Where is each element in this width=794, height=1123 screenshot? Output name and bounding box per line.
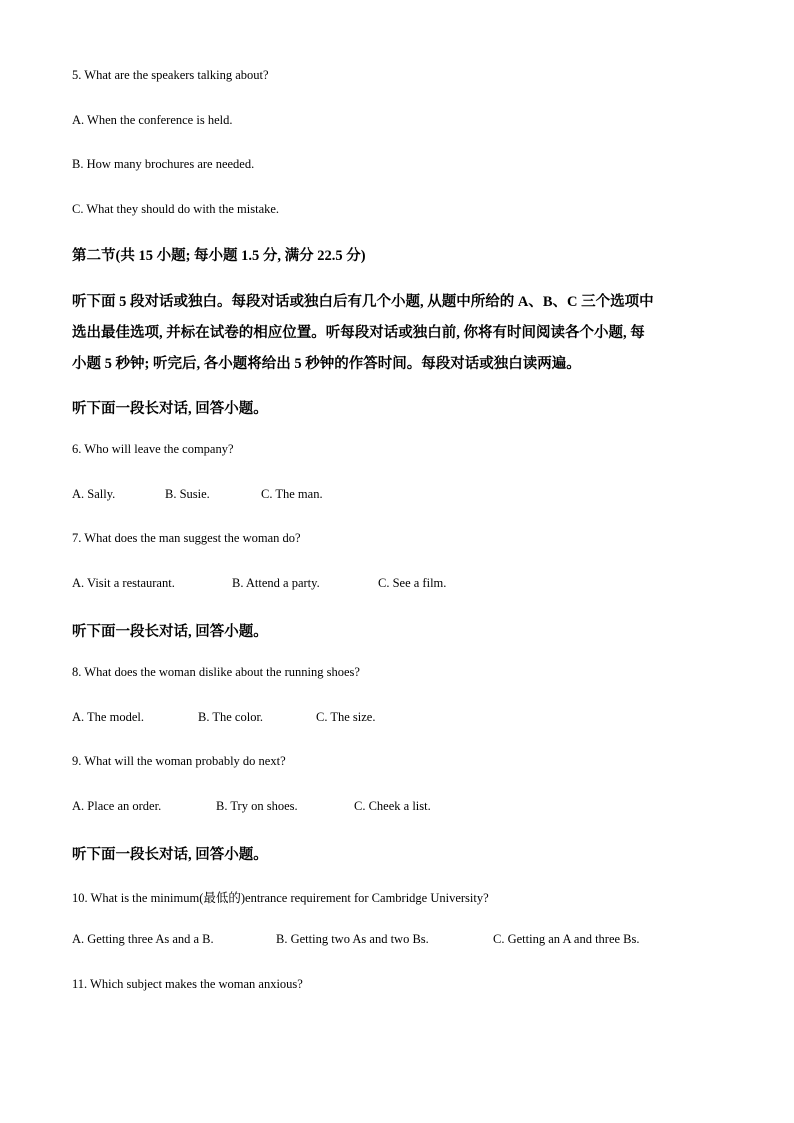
question-stem: 7. What does the man suggest the woman do?	[72, 531, 301, 545]
instruction-line: 选出最佳选项, 并标在试卷的相应位置。听每段对话或独白前, 你将有时间阅读各个小题, 每	[72, 325, 645, 341]
dialog-heading: 听下面一段长对话, 回答小题。	[72, 401, 268, 417]
option-c: C. The man.	[261, 487, 323, 501]
question-stem: 9. What will the woman probably do next?	[72, 754, 286, 768]
option-b: B. Susie.	[165, 487, 210, 501]
option-b: B. Getting two As and two Bs.	[276, 932, 429, 946]
option-b: B. Try on shoes.	[216, 799, 298, 813]
option-c: C. What they should do with the mistake.	[72, 202, 280, 216]
option-a: A. Visit a restaurant.	[72, 576, 175, 590]
dialog-heading: 听下面一段长对话, 回答小题。	[72, 624, 268, 640]
instruction-line: 小题 5 秒钟; 听完后, 各小题将给出 5 秒钟的作答时间。每段对话或独白读两遍。	[72, 356, 581, 372]
question-stem: 6. Who will leave the company?	[72, 442, 234, 456]
option-a: A. Place an order.	[72, 799, 162, 813]
question-stem: 10. What is the minimum(最低的)entrance requirement for Cambridge University?	[72, 891, 489, 905]
section-title: 第二节(共 15 小题; 每小题 1.5 分, 满分 22.5 分)	[72, 248, 366, 264]
instruction-line: 听下面 5 段对话或独白。每段对话或独白后有几个小题, 从题中所给的 A、B、C 三个选项中	[72, 294, 654, 310]
option-c: C. See a film.	[378, 576, 447, 590]
option-c: C. Getting an A and three Bs.	[493, 932, 640, 946]
option-a: A. When the conference is held.	[72, 113, 233, 127]
dialog-heading: 听下面一段长对话, 回答小题。	[72, 847, 268, 863]
option-b: B. The color.	[198, 710, 264, 724]
question-stem: 8. What does the woman dislike about the running shoes?	[72, 665, 360, 679]
question-stem: 11. Which subject makes the woman anxious?	[72, 977, 303, 991]
option-b: B. Attend a party.	[232, 576, 320, 590]
option-a: A. The model.	[72, 710, 144, 724]
option-a: A. Getting three As and a B.	[72, 932, 214, 946]
option-c: C. Cheek a list.	[354, 799, 431, 813]
option-a: A. Sally.	[72, 487, 116, 501]
question-stem: 5. What are the speakers talking about?	[72, 68, 269, 82]
option-b: B. How many brochures are needed.	[72, 157, 255, 171]
option-c: C. The size.	[316, 710, 376, 724]
